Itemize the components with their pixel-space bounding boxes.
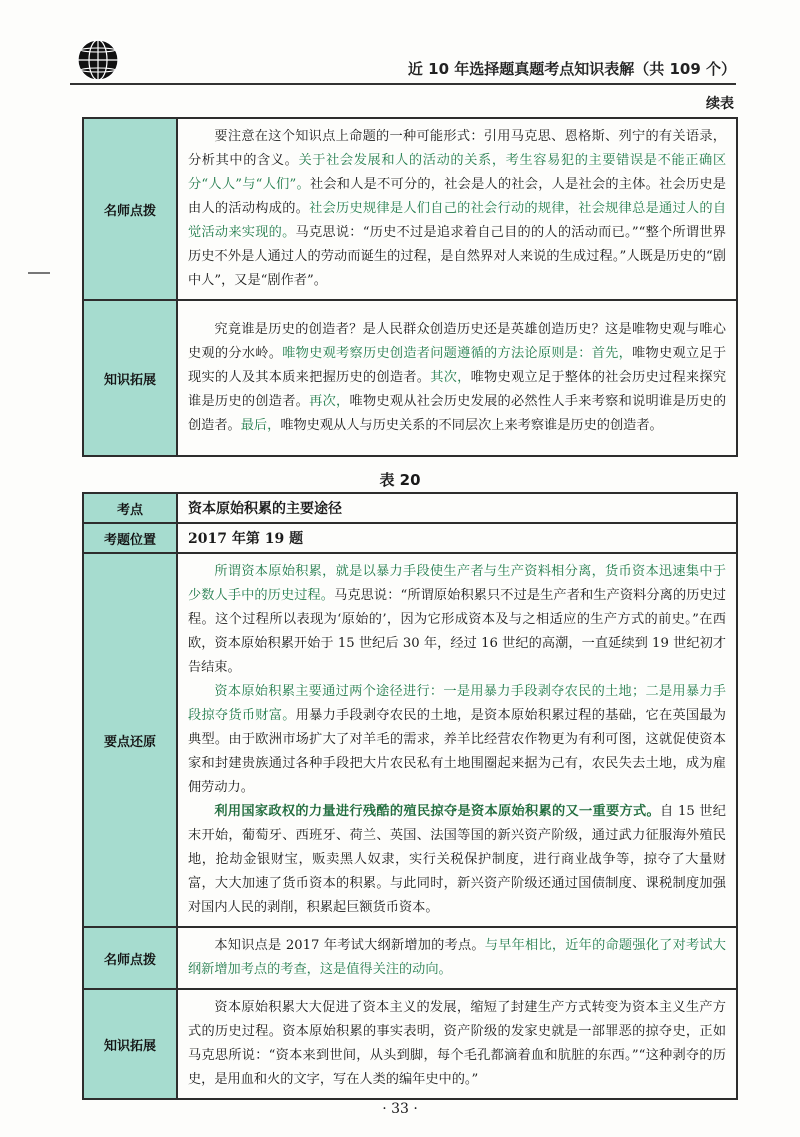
paragraph: [188, 934, 726, 982]
text-segment: 与早年相比，近年的命题强化了对考试大纲新增加考点的考查，这是值得关注的动向。: [188, 938, 726, 977]
text-segment: 资本原始积累主要通过两个途径进行：一是用暴力手段剥夺农民的土地；二是用暴力手段掠夺货币财富。: [188, 684, 726, 723]
text-segment: 马克思说：“所谓原始积累只不过是生产者和生产资料分离的历史过程。这个过程所以表现为‘原始的’，因为它形成资本及与之相适应的生产方式的前史。”在西欧，资本原始积累开始于 15 世纪后 30 年，经过 16 世纪的高潮，一直延续到 19 世纪初才告结束。: [188, 588, 726, 675]
paragraph: [188, 125, 726, 293]
text-segment: 资本原始积累的事实表明，资产阶级的发家史就是一部罪恶的掠夺史，正如马克思所说：“资本来到世间，从头到脚，每个毛孔都滴着血和肮脏的东西。”“这种剥夺的历史，是用血和火的文字，写在人类的编年史中的。”: [188, 1024, 727, 1087]
table-row: [83, 989, 737, 1099]
table-title: 表 20: [379, 471, 421, 489]
table-row: [83, 553, 737, 927]
row-label: 名师点拨: [83, 118, 177, 300]
mingshi-label: 名师点拨: [83, 927, 177, 989]
text-segment: 究竟谁是历史的创造者？是人民群众创造历史还是英雄创造历史？这是唯物史观与唯心史观的分水岭。: [188, 322, 726, 361]
table-row: [83, 493, 737, 523]
paragraph: [188, 560, 726, 680]
text-segment: 关于社会发展和人的活动的关系，考生容易犯的主要错误是不能正确区分“人人”与“人们”。: [188, 153, 727, 192]
text-segment: 最后，: [240, 418, 281, 433]
page-number: · 33 ·: [382, 1101, 418, 1117]
globe-logo-icon: [76, 38, 120, 82]
yaodian-label: 要点还原: [83, 553, 177, 927]
kaodian-label: 考点: [83, 493, 177, 523]
header-rule: [70, 83, 736, 85]
text-segment: 所谓资本原始积累，就是以暴力手段使生产者与生产资料相分离，货币资本迅速集中于少数人手中的历史过程。: [188, 564, 726, 603]
text-segment: 唯物史观从社会历史发展的必然性人手来考察和说明谁是历史的创造者。: [188, 394, 727, 433]
text-segment: 要注意在这个知识点上命题的一种可能形式：引用马克思、恩格斯、列宁的有关语录，分析其中的含义。: [188, 129, 726, 168]
position-value: 2017 年第 19 题: [177, 523, 737, 553]
paragraph: [188, 680, 726, 800]
text-segment: 利用国家政权的力量进行残酷的殖民掠夺是资本原始积累的又一重要方式。: [214, 804, 660, 819]
paragraph: [188, 996, 726, 1092]
table-row: [83, 300, 737, 456]
table-row: [83, 927, 737, 989]
text-segment: 其次，: [430, 370, 471, 385]
text-segment: 唯物史观立足于现实的人及其本质来把握历史的创造者。: [188, 346, 727, 385]
table-row: [83, 523, 737, 553]
table-20: [82, 492, 738, 1100]
yaodian-content: [177, 553, 737, 927]
text-segment: 自 15 世纪末开始，葡萄牙、西班牙、荷兰、英国、法国等国的新兴资产阶级，通过武力征服海外殖民地，抢劫金银财宝，贩卖黑人奴隶，实行关税保护制度，进行商业战争等，掠夺了大量财富，大大加速了货币资本的积累。与此同时，新兴资产阶级还通过国债制度、课税制度加强对国内人民的剥削，积累起巨额货币资本。: [188, 804, 726, 915]
row-content: [177, 300, 737, 456]
running-header-title: 近 10 年选择题真题考点知识表解（共 109 个）: [407, 60, 736, 78]
text-segment: 用暴力手段剥夺农民的土地，是资本原始积累过程的基础，它在英国最为典型。由于欧洲市场扩大了对羊毛的需求，养羊比经营农作物更为有利可图，这就促使资本家和封建贵族通过各种手段把大片农民私有土地围圈起来据为己有，农民失去土地，成为雇佣劳动力。: [188, 708, 726, 795]
tuozhan-label: 知识拓展: [83, 989, 177, 1099]
text-segment: 唯物史观立足于整体的社会历史过程来探究谁是历史的创造者。: [188, 370, 727, 409]
continued-table: [82, 117, 738, 457]
table-row: [83, 118, 737, 300]
text-segment: 唯物史观考察历史创造者问题遵循的方法论原则是：首先，: [282, 346, 633, 361]
text-segment: 资本原始积累大大促进了资本主义的发展，缩短了封建生产方式转变为资本主义生产方式的历史过程。: [188, 1000, 726, 1039]
scan-mark: [28, 272, 50, 274]
row-label: 知识拓展: [83, 300, 177, 456]
kaodian-value: 资本原始积累的主要途径: [177, 493, 737, 523]
continued-label: 续表: [706, 96, 734, 112]
paragraph: [188, 318, 726, 438]
text-segment: 本知识点是 2017 年考试大纲新增加的考点。: [214, 938, 485, 953]
text-segment: 唯物史观从人与历史关系的不同层次上来考察谁是历史的创造者。: [280, 418, 663, 433]
text-segment: 马克思说：“历史不过是追求着自己目的的人的活动而已。”“整个所谓世界历史不外是人通过人的劳动而诞生的过程，是自然界对人来说的生成过程。”人既是历史的“剧中人”，又是“剧作者”。: [188, 225, 727, 288]
tuozhan-content: [177, 989, 737, 1099]
text-segment: 社会历史规律是人们自己的社会行动的规律，社会规律总是通过人的自觉活动来实现的。: [188, 201, 727, 240]
text-segment: 再次，: [309, 394, 350, 409]
position-label: 考题位置: [83, 523, 177, 553]
paragraph: [188, 800, 726, 920]
text-segment: 社会和人是不可分的，社会是人的社会，人是社会的主体。社会历史是由人的活动构成的。: [188, 177, 726, 216]
mingshi-content: [177, 927, 737, 989]
row-content: [177, 118, 737, 300]
